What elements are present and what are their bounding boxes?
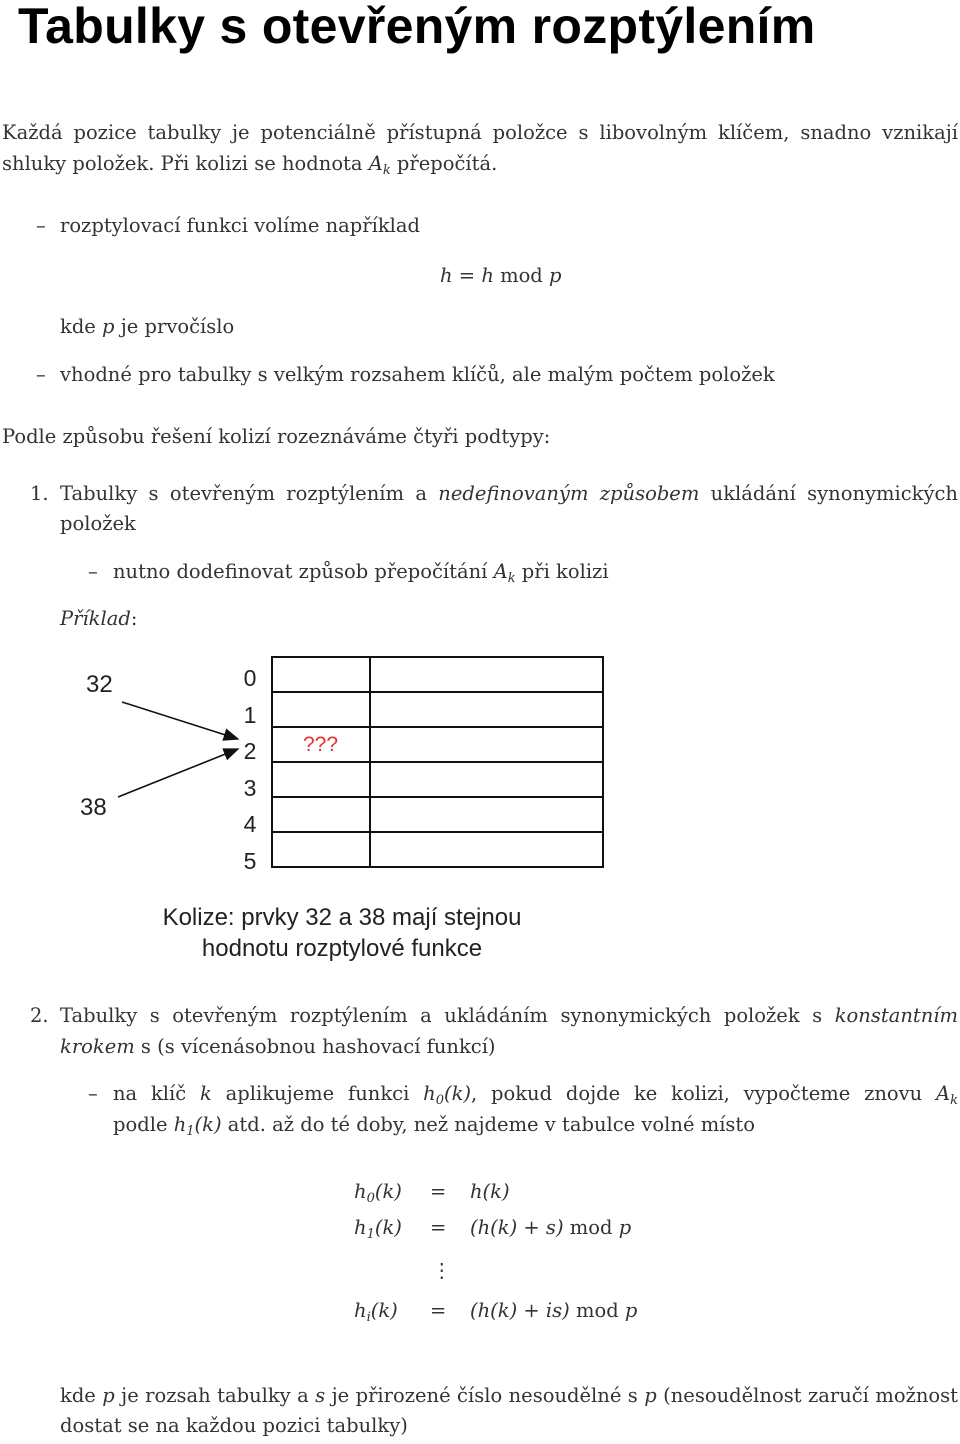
var-h: h — [173, 1113, 187, 1136]
table-row — [272, 762, 603, 797]
intro-text: shluky položek. Při kolizi se hodnota — [2, 152, 369, 175]
key-38: 38 — [80, 794, 107, 821]
arrow-38 — [118, 749, 238, 797]
item-2-emphasis-2: krokem — [60, 1035, 135, 1058]
page-title: Tabulky s otevřeným rozptýlením — [18, 0, 816, 54]
index-0: 0 — [243, 665, 257, 691]
var-A: A — [493, 560, 508, 583]
op: mod — [569, 1216, 613, 1239]
item-2-emphasis: konstantním — [834, 1004, 958, 1027]
table-row — [272, 692, 603, 727]
sub: 1 — [366, 1227, 375, 1242]
t: na klíč — [113, 1082, 200, 1105]
arg: (k) — [374, 1180, 402, 1203]
sub-k: k — [950, 1093, 958, 1108]
rhs: (h(k) + is) — [470, 1299, 570, 1322]
bullet-dash: – — [88, 560, 98, 583]
item-2-number: 2. — [30, 1004, 49, 1027]
vdots: ⋮ — [432, 1259, 452, 1282]
item-1-emphasis: nedefinovaným způsobem — [438, 482, 700, 505]
where-pre: kde — [60, 315, 103, 338]
item-1-text: Tabulky s otevřeným rozptýlením a — [60, 482, 439, 505]
arg-k: (k) — [443, 1082, 472, 1105]
eq-rhs — [470, 1295, 637, 1326]
t: kde — [60, 1384, 103, 1407]
eq-rhs — [470, 1176, 510, 1207]
index-5: 5 — [243, 847, 257, 874]
var-A: A — [368, 152, 383, 175]
hash-table — [271, 656, 604, 868]
bullet-1-text: rozptylovací funkci volíme například — [60, 214, 420, 237]
sub: 0 — [366, 1191, 375, 1206]
sub-k: k — [382, 163, 391, 178]
eq-h0 — [354, 1176, 402, 1214]
arg-k: (k) — [194, 1113, 222, 1136]
var: p — [624, 1299, 638, 1322]
where-post: je prvočíslo — [114, 315, 235, 338]
item-2-text: Tabulky s otevřeným rozptýlením a ukládáním synonymických položek s — [60, 1004, 835, 1027]
table-row — [272, 797, 603, 832]
eq-h1 — [354, 1212, 402, 1250]
var-p: p — [644, 1384, 657, 1407]
example-word: Příklad — [60, 607, 131, 630]
index-3: 3 — [243, 774, 257, 801]
formula-op: mod — [500, 264, 543, 287]
formula-eq: = — [458, 264, 476, 287]
item-2-text-2: s (s vícenásobnou hashovací funkcí) — [134, 1035, 496, 1058]
item-1-number: 1. — [30, 482, 49, 505]
item-2-sub-line-2 — [113, 1109, 755, 1147]
t: je rozsah tabulky a — [114, 1384, 316, 1407]
item-2-line-1 — [60, 1000, 958, 1031]
item-1-text-end: ukládání synonymických — [699, 482, 958, 505]
var-A: A — [936, 1082, 951, 1105]
formula-var: p — [549, 264, 562, 287]
formula-lhs: h — [440, 264, 453, 287]
table-row — [272, 657, 603, 692]
t: (nesoudělnost zaručí možnost — [656, 1384, 958, 1407]
example-colon: : — [130, 607, 138, 630]
eq-hi — [354, 1295, 398, 1333]
index-1: 1 — [243, 701, 257, 728]
caption-line-2: hodnotu rozptylové funkce — [201, 935, 483, 962]
var: p — [618, 1216, 632, 1239]
key-32: 32 — [86, 671, 113, 698]
index-4: 4 — [243, 811, 257, 838]
table-row — [272, 832, 603, 867]
eq-sign: = — [430, 1216, 447, 1239]
eq-sign: = — [430, 1180, 447, 1203]
t: podle — [113, 1113, 174, 1136]
var-s: s — [315, 1384, 326, 1407]
t: , pokud dojde ke kolizi, vypočteme znovu — [471, 1082, 937, 1105]
caption-line-1: Kolize: prvky 32 a 38 mají stejnou — [162, 904, 522, 931]
sub-0: 0 — [435, 1093, 444, 1108]
subtypes-intro: Podle způsobu řešení kolizí rozeznáváme čtyři podtypy: — [2, 425, 551, 448]
var-k: k — [200, 1082, 212, 1105]
closing-line-1 — [60, 1380, 958, 1411]
var-h: h — [423, 1082, 436, 1105]
diagram-caption — [140, 902, 544, 964]
arrow-32 — [122, 702, 238, 739]
table-row — [272, 727, 603, 762]
sub-1: 1 — [186, 1124, 195, 1139]
var-h: h — [354, 1299, 367, 1322]
sub-text: nutno dodefinovat způsob přepočítání — [113, 560, 494, 583]
where-var: p — [102, 315, 115, 338]
intro-text-end: přepočítá. — [390, 152, 498, 175]
bullet-dash: – — [36, 363, 46, 386]
arg: (k) — [370, 1299, 398, 1322]
intro-line-1: Každá pozice tabulky je potenciálně přístupná položce s libovolným klíčem, snadno vznikají — [2, 121, 958, 144]
sub-k: k — [507, 571, 516, 586]
formula-rhs: h — [481, 264, 494, 287]
bullet-dash: – — [36, 214, 46, 237]
var-p: p — [102, 1384, 115, 1407]
rhs: (h(k) + s) — [470, 1216, 564, 1239]
sub: i — [366, 1310, 371, 1325]
item-2-line-2 — [60, 1031, 496, 1062]
closing-line-2: dostat se na každou pozici tabulky) — [60, 1414, 408, 1437]
bullet-dash: – — [88, 1082, 98, 1105]
t: atd. až do té doby, než najdeme v tabulce volné místo — [221, 1113, 756, 1136]
eq-rhs — [470, 1212, 631, 1243]
op: mod — [576, 1299, 619, 1322]
bullet-2-text: vhodné pro tabulky s velkým rozsahem klíčů, ale malým počtem položek — [60, 363, 775, 386]
var-h: h — [354, 1216, 367, 1239]
arg: (k) — [374, 1216, 402, 1239]
rhs: h(k) — [470, 1180, 510, 1203]
t: je přirozené číslo nesoudělné s — [325, 1384, 645, 1407]
item-1-line-2: položek — [60, 512, 136, 535]
sub-text-end: při kolizi — [515, 560, 609, 583]
t: aplikujeme funkci — [211, 1082, 424, 1105]
index-2: 2 — [243, 738, 257, 765]
eq-sign: = — [430, 1299, 447, 1322]
collision-mark: ??? — [272, 727, 370, 762]
var-h: h — [354, 1180, 367, 1203]
